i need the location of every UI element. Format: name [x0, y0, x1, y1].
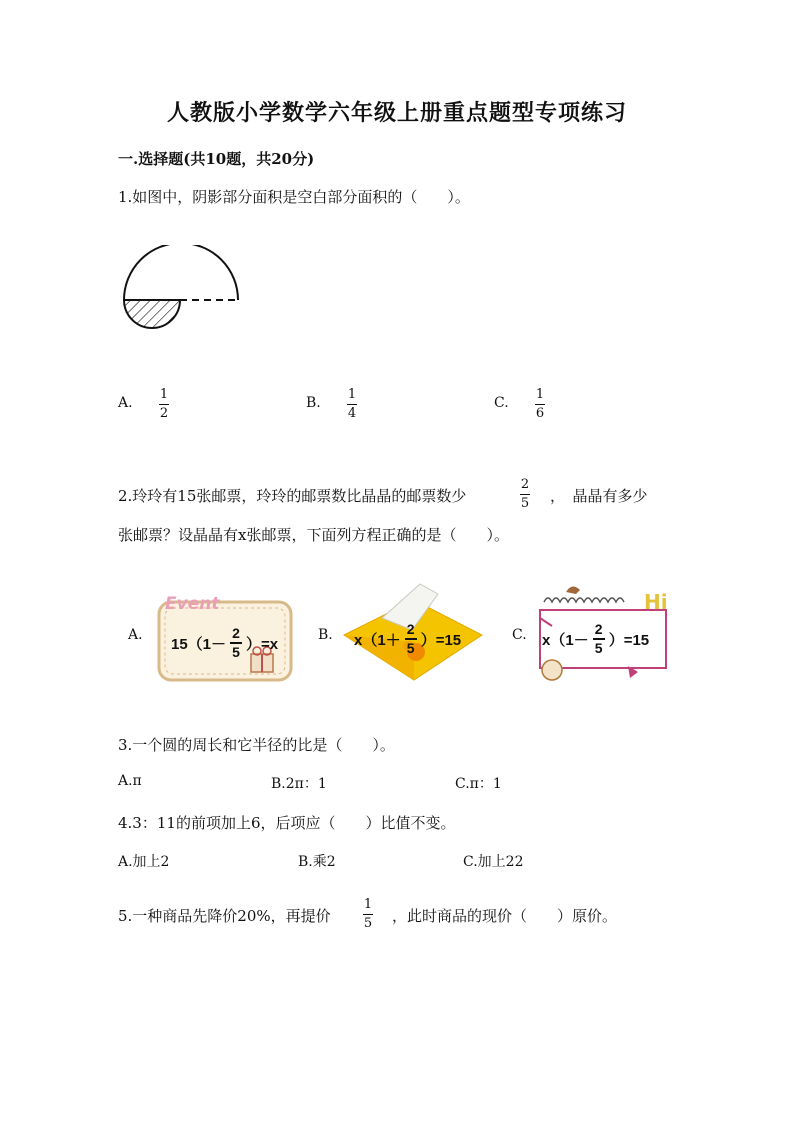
- q2-option-c-equation: [542, 622, 649, 656]
- q4-option-b: B.乘2: [298, 854, 336, 870]
- question-2-fraction: [520, 477, 530, 512]
- question-2-line-1b: ， 晶晶有多少: [550, 487, 648, 505]
- denominator: 4: [347, 406, 357, 421]
- q2-option-a-card: [155, 592, 295, 684]
- question-2-line-1a: 2.玲玲有15张邮票，玲玲的邮票数比晶晶的邮票数少: [118, 487, 467, 505]
- q2-option-a-equation: [171, 626, 278, 660]
- numerator: 1: [347, 387, 357, 402]
- question-5-text-a: 5.一种商品先降价20%，再提价: [118, 907, 331, 925]
- denominator: 6: [535, 406, 545, 421]
- question-2-line-2: 张邮票？设晶晶有x张邮票，下面列方程正确的是（ ）。: [118, 526, 509, 544]
- denominator: 5: [520, 496, 530, 511]
- numerator: 1: [363, 897, 373, 912]
- equation-prefix: x（1－: [542, 631, 589, 649]
- question-5-fraction: [363, 897, 373, 932]
- equation-suffix: ）=15: [420, 631, 462, 649]
- q1-option-a-label: A.: [118, 395, 133, 411]
- q2-option-b-equation: [354, 622, 461, 656]
- question-4-text: 4.3：11的前项加上6，后项应（ ）比值不变。: [118, 814, 456, 832]
- q3-option-b: B.2π：1: [271, 776, 327, 792]
- equation-suffix: ）=15: [608, 631, 650, 649]
- semicircle-figure: [116, 245, 246, 335]
- question-1-text: 1.如图中，阴影部分面积是空白部分面积的（ ）。: [118, 188, 470, 206]
- q3-option-a: A.π: [118, 773, 142, 789]
- q1-option-b-fraction: [347, 387, 357, 422]
- numerator: 2: [520, 477, 530, 492]
- numerator: 2: [406, 621, 415, 637]
- q2-option-c-label: C.: [512, 627, 527, 643]
- q3-option-c: C.π：1: [455, 776, 502, 792]
- q1-option-b-label: B.: [306, 395, 321, 411]
- page-title: 人教版小学数学六年级上册重点题型专项练习: [166, 100, 627, 126]
- q4-option-c: C.加上22: [463, 854, 524, 870]
- denominator: 5: [406, 640, 415, 656]
- equation-fraction: [405, 622, 417, 656]
- q2-option-a-label: A.: [128, 627, 143, 643]
- question-3-text: 3.一个圆的周长和它半径的比是（ ）。: [118, 736, 395, 754]
- denominator: 5: [363, 916, 373, 931]
- q2-option-b-card: [342, 580, 484, 684]
- q2-option-b-label: B.: [318, 627, 333, 643]
- equation-suffix: ）=x: [246, 635, 279, 653]
- numerator: 2: [594, 621, 603, 637]
- numerator: 1: [159, 387, 169, 402]
- hi-word: Hi: [644, 590, 668, 614]
- denominator: 2: [159, 406, 169, 421]
- denominator: 5: [594, 640, 603, 656]
- q1-option-c-fraction: [535, 387, 545, 422]
- numerator: 1: [535, 387, 545, 402]
- numerator: 2: [232, 625, 240, 641]
- question-5-text-b: ，此时商品的现价（ ）原价。: [392, 907, 618, 925]
- event-word: Event: [165, 594, 220, 614]
- q4-option-a: A.加上2: [118, 854, 170, 870]
- equation-prefix: x（1＋: [354, 631, 401, 649]
- equation-fraction: [593, 622, 605, 656]
- equation-prefix: 15（1－: [171, 635, 227, 653]
- equation-fraction: [230, 626, 242, 660]
- section-heading: 一.选择题(共10题，共20分): [118, 150, 315, 168]
- q1-option-a-fraction: [159, 387, 169, 422]
- q2-option-c-card: [532, 580, 674, 686]
- q1-option-c-label: C.: [494, 395, 509, 411]
- denominator: 5: [232, 644, 240, 660]
